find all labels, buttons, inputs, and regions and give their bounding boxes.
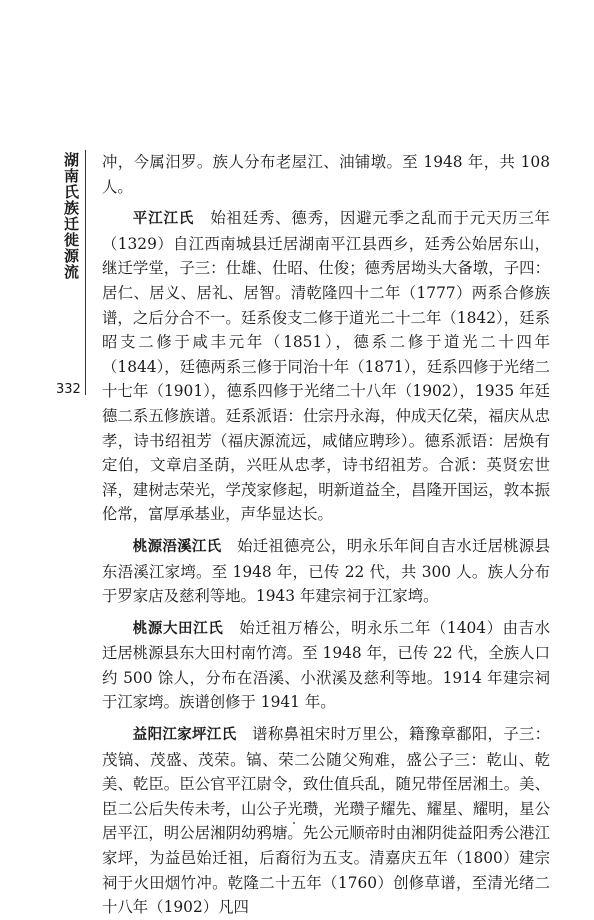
page-number: 332 xyxy=(56,382,81,397)
entry-text: 始祖廷秀、德秀，因避元季之乱而于元天历三年（1329）自江西南城县迁居湖南平江县西乡，廷秀公始居东山，继迁学堂，子三：仕雄、仕昭、仕俊；德秀居坳头大备墩，子四：居仁、居义、居礼、居智。清乾隆四十二年（1777）两系合修族谱，之后分合不一。廷系俊支二修于道光二十二年（1842），廷系昭支二修于咸丰元年（1851），德系二修于道光二十四年（1844），廷德两系三修于同治十年（1871），廷系四修于光绪二十七年（1901），德系四修于光绪二十八年（1902），1935 年廷德二系五修族谱。廷系派语：仕宗丹永海，仲成天亿荣，福庆从忠孝，诗书绍祖芳（福庆源流远，咸储应聘珍）。德系派语：居焕有定伯，文章启圣荫，兴旺从忠孝，诗书绍祖芳。合派：英贤宏世泽，建树志荣光，学茂家修起，明新道益全，昌隆开国运，敦本振伦常，富厚承基业，声华显达长。 xyxy=(102,209,550,524)
entry-paragraph xyxy=(102,206,550,527)
spacer xyxy=(102,527,550,534)
entry-paragraph xyxy=(102,616,550,715)
entry-text: 始迁祖德亮公，明永乐年间自吉水迁居桃源县东浯溪江家塆。至 1948 年，已传 22 代，共 300 人。族人分布于罗家店及慈利等地。1943 年建宗祠于江家塆。 xyxy=(102,536,550,606)
entry-name: 平江江氏 xyxy=(132,211,195,228)
entry-text: 谱称鼻祖宋时万里公，籍豫章鄱阳，子三：茂镐、茂盛、茂荣。镐、荣二公随父殉难，盛公子三：乾山、乾美、乾臣。臣公官平江尉令，致仕值兵乱，随兄带侄居湘土。美、臣二公后失传未考，山公子光瓒，光瓒子耀先、耀星、耀明，星公居平江，明公居湘阴幼鸦塘。先公元顺帝时由湘阴徙益阳秀公港江家坪，为益邑始迁祖，后裔衍为五支。清嘉庆五年（1800）建宗祠于火田烟竹冲。乾隆二十五年（1760）创修草谱，至清光绪二十八年（1902）凡四 xyxy=(102,725,550,917)
margin-rule xyxy=(85,150,86,395)
main-text xyxy=(102,150,550,920)
running-title: 湖南氏族迁徙源流 xyxy=(62,152,80,280)
entry-paragraph xyxy=(102,722,550,920)
entry-name: 桃源浯溪江氏 xyxy=(132,538,222,555)
entry-paragraph xyxy=(102,534,550,609)
entry-text: 始迁祖万椿公，明永乐二年（1404）由吉水迁居桃源县东大田村南竹湾。至 1948 年，已传 22 代，全族人口约 500 馀人，分布在浯溪、小洑溪及慈利等地。1914 年建宗祠于江家塆。族谱创修于 1941 年。 xyxy=(102,618,550,712)
spacer xyxy=(102,609,550,616)
entry-name: 益阳江家坪江氏 xyxy=(132,727,237,744)
spacer xyxy=(102,199,550,206)
entry-name: 桃源大田江氏 xyxy=(132,620,224,637)
continuation-paragraph: 冲，今属汨罗。族人分布老屋江、油铺墩。至 1948 年，共 108 人。 xyxy=(102,153,550,196)
footer-dot xyxy=(293,822,295,824)
spacer xyxy=(102,715,550,722)
